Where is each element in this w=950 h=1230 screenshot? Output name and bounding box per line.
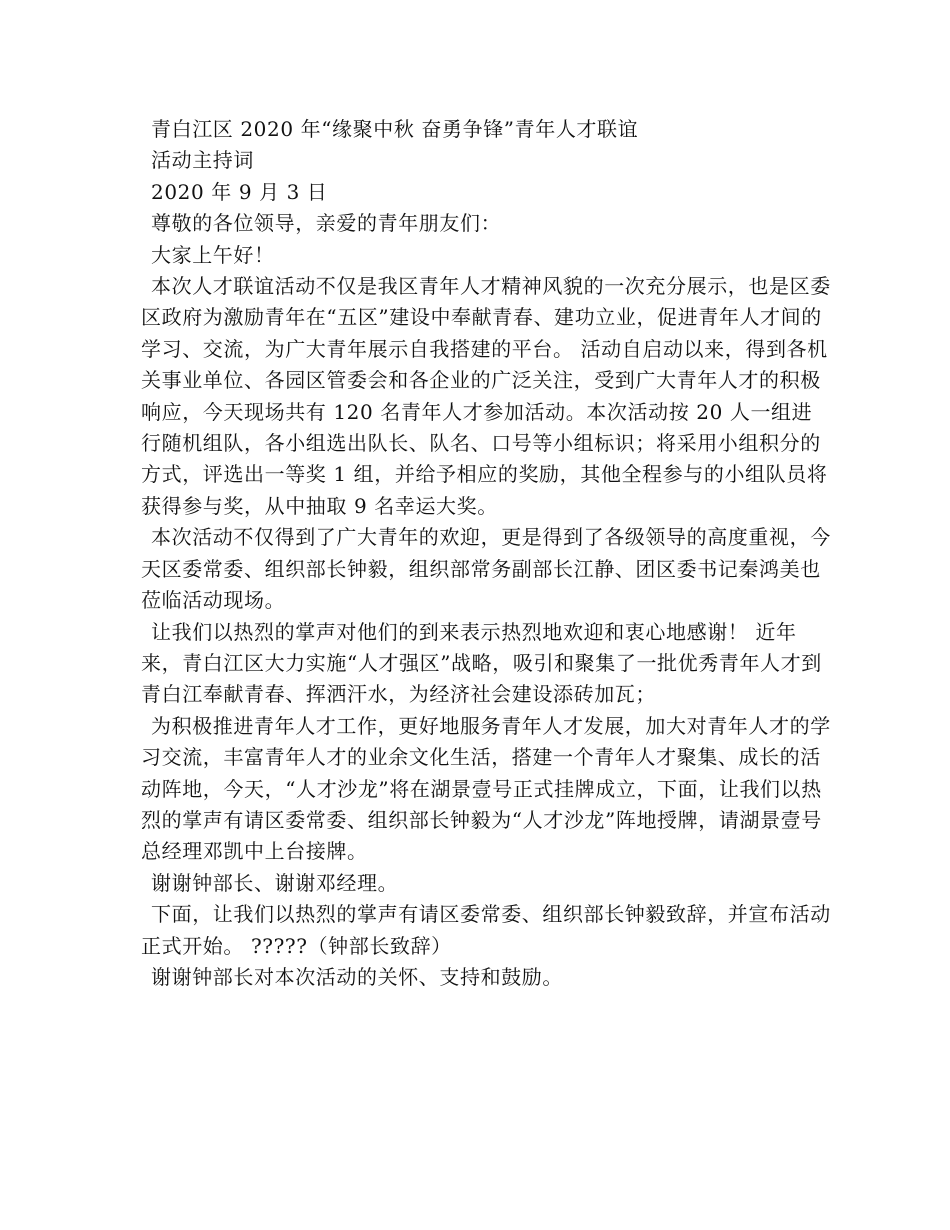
paragraph-thanks: 谢谢钟部长、谢谢邓经理。 <box>151 870 399 895</box>
paragraph-speech-invite: 下面，让我们以热烈的掌声有请区委常委、组织部长钟毅致辞，并宣布活动正式开始。 ?????（钟部长致辞） <box>141 902 831 958</box>
paragraph-leaders-present: 本次活动不仅得到了广大青年的欢迎，更是得到了各级领导的高度重视，今天区委常委、组织部长钟毅，组织部常务副部长江静、团区委书记秦鸿美也莅临活动现场。 <box>141 525 831 613</box>
document-date: 2020 年 9 月 3 日 <box>151 179 328 204</box>
salutation: 尊敬的各位领导，亲爱的青年朋友们： <box>151 211 502 236</box>
document-body <box>141 114 831 993</box>
paragraph-activity-intro: 本次人才联谊活动不仅是我区青年人才精神风貌的一次充分展示，也是区委区政府为激励青年在“五区”建设中奉献青春、建功立业，促进青年人才间的学习、交流，为广大青年展示自我搭建的平台。 活动自启动以来，得到各机关事业单位、各园区管委会和各企业的广泛关注，受到广大青年人才的积极响应，今天现场共有 120 名青年人才参加活动。本次活动按 20 人一组进行随机组队，各小组选出队长、队名、口号等小组标识；将采用小组积分的方式，评选出一等奖 1 组，并给予相应的奖励，其他全程参与的小组队员将获得参与奖，从中抽取 9 名幸运大奖。 <box>141 274 831 518</box>
paragraph-welcome-applause: 让我们以热烈的掌声对他们的到来表示热烈地欢迎和衷心地感谢！ 近年来，青白江区大力实施“人才强区”战略，吸引和聚集了一批优秀青年人才到青白江奉献青春、挥洒汗水，为经济社会建设添砖加瓦； <box>141 619 822 707</box>
greeting: 大家上午好！ <box>151 242 275 267</box>
title-line-1: 青白江区 2020 年“缘聚中秋 奋勇争锋”青年人才联谊 <box>151 117 639 141</box>
paragraph-closing-thanks: 谢谢钟部长对本次活动的关怀、支持和鼓励。 <box>151 964 563 989</box>
paragraph-talent-salon: 为积极推进青年人才工作，更好地服务青年人才发展，加大对青年人才的学习交流，丰富青年人才的业余文化生活，搭建一个青年人才聚集、成长的活动阵地，今天，“人才沙龙”将在湖景壹号正式挂牌成立，下面，让我们以热烈的掌声有请区委常委、组织部长钟毅为“人才沙龙”阵地授牌，请湖景壹号总经理邓凯中上台接牌。 <box>141 713 831 864</box>
title-line-2: 活动主持词 <box>151 148 254 173</box>
